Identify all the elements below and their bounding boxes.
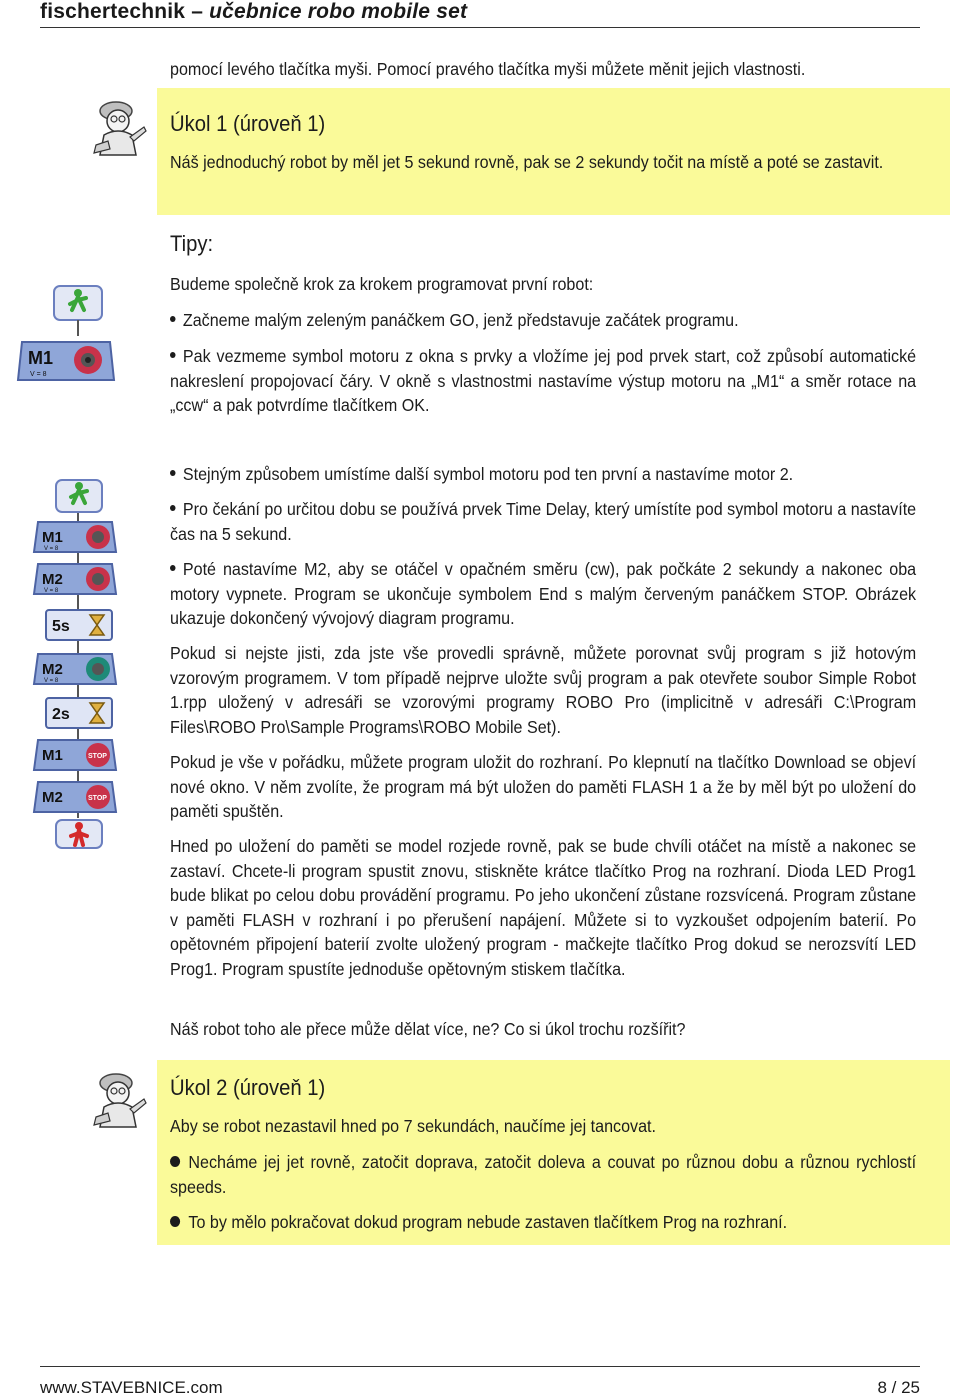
tips-bullet-5-text: Poté nastavíme M2, aby se otáčel v opačném směru (cw), pak počkáte 2 sekundy a nakonec oba motory vypnete. Program se ukončuje symbolem End s malým červeným panáčkem STOP. Obrázek ukazuje dokončený vývojový diagram programu. [170, 559, 917, 628]
paragraph-run: Hned po uložení do paměti se model rozjede rovně, pak se bude chvíli otáčet na místě a nakonec se zastaví. Chcete-li program spustit znovu, stiskněte krátce tlačítko Prog na rozhraní. Dioda LED Prog1 bude blikat po celou dobu provádění programu. Po jeho ukončení zůstane rozsvícená. Program zůstane v paměti FLASH v rozhraní i po přerušení napájení. Můžete si to vyzkoušet odpojením baterií. Po opětovném připojení baterií zvolte uložený program - mačkejte tlačítko Prog dokud se nerozsvítí LED Prog1. Program spustíte jednoduše opětovným stiskem tlačítka. [170, 836, 917, 979]
footer-page: 8 / 25 [877, 1378, 920, 1397]
motor-label: M1 [28, 348, 54, 368]
block-label-m2-stop: M2 [42, 789, 63, 806]
tips-bullet-1-text: Začneme malým zeleným panáčkem GO, jenž představuje začátek programu. [182, 310, 739, 330]
professor-illustration [86, 97, 150, 161]
tips-bullet-2 [170, 344, 916, 418]
tips-bullet-5 [170, 557, 916, 631]
full-flowchart [16, 478, 128, 850]
block-label-2s: 2s [52, 706, 70, 723]
tips-bullet-2-text: Pak vezmeme symbol motoru z okna s prvky a vložíme jej pod prvek start, což způsobí automatické nakreslení propojovací čáry. V okně s vlastnostmi nastavíme výstup motoru na „M1“ a směr rotace na „ccw“ a pak potvrdíme tlačítkem OK. [170, 346, 917, 415]
task2-text: Aby se robot nezastavil hned po 7 sekundách, naučíme jej tancovat. [170, 1116, 656, 1136]
bullet-marker [170, 352, 176, 358]
task2-bullet-1 [170, 1150, 916, 1199]
header-dash: – [185, 0, 210, 23]
task1-title: Úkol 1 (úroveň 1) [170, 111, 326, 136]
paragraph-download: Pokud je vše v pořádku, můžete program uložit do rozhraní. Po klepnutí na tlačítko Download se objeví nové okno. V něm zvolíte, že program má být uložen do paměti FLASH 1 a že by měl být po uložení do paměti spuštěn. [170, 752, 917, 821]
footer-rule [40, 1366, 920, 1367]
block-label-m1: M1 [42, 529, 63, 546]
bullet-marker [170, 1156, 180, 1167]
block-label-m2: M2 [42, 571, 63, 588]
header-brand: fischertechnik [40, 0, 186, 23]
motor-icon [86, 657, 110, 681]
tips-bullet-1 [170, 308, 916, 333]
block-sublabel: V = 8 [44, 588, 59, 594]
motor-icon [86, 525, 110, 549]
tips-bullet-3-text: Stejným způsobem umístíme další symbol motoru pod ten první a nastavíme motor 2. [182, 464, 794, 484]
bullet-marker [170, 470, 176, 476]
task1-text: Náš jednoduchý robot by měl jet 5 sekund rovně, pak se 2 sekundy točit na místě a poté se zastavit. [170, 152, 884, 172]
paragraph-compare: Pokud si nejste jisti, zda jste vše provedli správně, můžete porovnat svůj program s již hotovým vzorovým programem. V tom případě nejprve uložte svůj program a pak otevřete soubor Simple Robot 1.rpp uložený v adresáři se vzorovými programy ROBO Pro (implicitně v adresáři C:\Program Files\ROBO Pro\Sample Programs\ROBO Mobile Set). [170, 643, 917, 737]
task2-bullet-2 [170, 1210, 916, 1235]
block-label-m1-stop: M1 [42, 747, 63, 764]
tips-bullet-3 [170, 462, 916, 487]
bullet-marker [170, 565, 176, 571]
task2-bullet-1-text: Necháme jej jet rovně, zatočit doprava, zatočit doleva a couvat po různou dobu a různou rychlostí speeds. [170, 1152, 917, 1197]
paragraph-extend: Náš robot toho ale přece může dělat více, ne? Co si úkol trochu rozšířit? [170, 1019, 686, 1039]
block-sublabel: V = 8 [44, 678, 59, 684]
motor-icon [86, 567, 110, 591]
stop-motor-icon [86, 743, 110, 767]
stop-motor-icon [86, 785, 110, 809]
footer-site: www.STAVEBNICE.com [40, 1378, 223, 1397]
tips-bullet-4 [170, 497, 916, 546]
bullet-marker [170, 505, 176, 511]
block-sublabel: V = 8 [44, 546, 59, 552]
motor-icon [74, 346, 102, 374]
task2-bullet-2-text: To by mělo pokračovat dokud program nebude zastaven tlačítkem Prog na rozhraní. [188, 1212, 788, 1232]
tips-intro: Budeme společně krok za krokem programovat první robot: [170, 274, 594, 294]
motor-sublabel: V = 8 [30, 371, 47, 378]
block-label-m2-cw: M2 [42, 661, 63, 678]
bullet-marker [170, 316, 176, 322]
intro-line: pomocí levého tlačítka myši. Pomocí pravého tlačítka myši můžete měnit jejich vlastnosti. [170, 59, 806, 79]
header-title [40, 0, 467, 24]
bullet-marker [170, 1216, 180, 1227]
tips-bullet-4-text: Pro čekání po určitou dobu se používá prvek Time Delay, který umístíte pod symbol motoru a nastavíte čas na 5 sekund. [170, 499, 917, 544]
tips-title: Tipy: [170, 231, 214, 256]
header-rule [40, 27, 920, 28]
stop-label: STOP [88, 795, 107, 802]
header-subtitle: učebnice robo mobile set [209, 0, 468, 23]
task2-title: Úkol 2 (úroveň 1) [170, 1075, 326, 1100]
block-label-5s: 5s [52, 618, 70, 635]
small-flowchart [14, 284, 124, 384]
stop-label: STOP [88, 753, 107, 760]
professor-illustration [86, 1069, 150, 1133]
